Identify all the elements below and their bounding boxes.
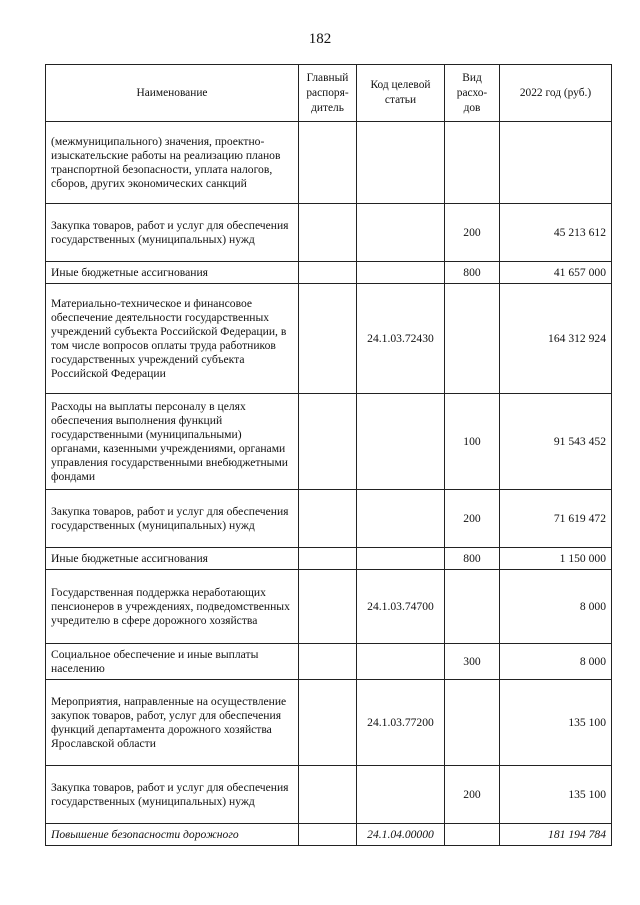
header-code: Код целевой статьи <box>357 65 445 122</box>
cell-manager <box>299 548 357 570</box>
cell-code <box>357 122 445 204</box>
cell-kind: 200 <box>445 766 500 824</box>
table-row <box>46 204 612 262</box>
cell-amount: 181 194 784 <box>500 824 612 846</box>
table-row <box>46 394 612 490</box>
header-kind: Вид расхо-дов <box>445 65 500 122</box>
cell-kind <box>445 824 500 846</box>
cell-amount: 1 150 000 <box>500 548 612 570</box>
cell-name: Расходы на выплаты персоналу в целях обеспечения выполнения функций государственными (муниципальными) органами, казенными учреждениями, органами управления государственными внебюджетными фондами <box>46 394 299 490</box>
cell-code <box>357 394 445 490</box>
cell-kind <box>445 122 500 204</box>
cell-amount: 41 657 000 <box>500 262 612 284</box>
cell-name: Мероприятия, направленные на осуществление закупок товаров, работ, услуг для обеспечения функций департамента дорожного хозяйства Ярославской области <box>46 680 299 766</box>
header-name: Наименование <box>46 65 299 122</box>
header-amount: 2022 год (руб.) <box>500 65 612 122</box>
cell-kind: 800 <box>445 548 500 570</box>
cell-code <box>357 490 445 548</box>
cell-kind <box>445 284 500 394</box>
cell-name: Иные бюджетные ассигнования <box>46 262 299 284</box>
cell-name: Повышение безопасности дорожного <box>46 824 299 846</box>
cell-kind: 200 <box>445 204 500 262</box>
cell-amount <box>500 122 612 204</box>
table-row <box>46 122 612 204</box>
table-row <box>46 766 612 824</box>
table-row <box>46 570 612 644</box>
cell-kind: 200 <box>445 490 500 548</box>
cell-name: Материально-техническое и финансовое обеспечение деятельности государственных учреждений субъекта Российской Федерации, в том числе вопросов оплаты труда работников государственных учреждений субъекта Российской Федерации <box>46 284 299 394</box>
cell-manager <box>299 204 357 262</box>
cell-name: Закупка товаров, работ и услуг для обеспечения государственных (муниципальных) нужд <box>46 204 299 262</box>
table-header-row <box>46 65 612 122</box>
cell-kind: 800 <box>445 262 500 284</box>
cell-code: 24.1.03.72430 <box>357 284 445 394</box>
table-row <box>46 680 612 766</box>
cell-manager <box>299 680 357 766</box>
table-row <box>46 824 612 846</box>
table-body <box>46 122 612 846</box>
cell-amount: 71 619 472 <box>500 490 612 548</box>
cell-kind <box>445 570 500 644</box>
cell-amount: 91 543 452 <box>500 394 612 490</box>
cell-manager <box>299 262 357 284</box>
cell-name: Закупка товаров, работ и услуг для обеспечения государственных (муниципальных) нужд <box>46 766 299 824</box>
cell-manager <box>299 394 357 490</box>
cell-code: 24.1.03.77200 <box>357 680 445 766</box>
cell-amount: 8 000 <box>500 570 612 644</box>
header-manager: Главный распоря-дитель <box>299 65 357 122</box>
cell-code <box>357 548 445 570</box>
cell-code <box>357 262 445 284</box>
table-row <box>46 490 612 548</box>
cell-kind <box>445 680 500 766</box>
cell-name: Закупка товаров, работ и услуг для обеспечения государственных (муниципальных) нужд <box>46 490 299 548</box>
table-row <box>46 548 612 570</box>
cell-amount: 45 213 612 <box>500 204 612 262</box>
table-row <box>46 262 612 284</box>
cell-name: Иные бюджетные ассигнования <box>46 548 299 570</box>
cell-amount: 164 312 924 <box>500 284 612 394</box>
cell-kind: 100 <box>445 394 500 490</box>
cell-manager <box>299 490 357 548</box>
cell-manager <box>299 644 357 680</box>
cell-code: 24.1.03.74700 <box>357 570 445 644</box>
cell-manager <box>299 570 357 644</box>
cell-amount: 135 100 <box>500 680 612 766</box>
page-number: 182 <box>308 31 332 47</box>
cell-manager <box>299 824 357 846</box>
cell-manager <box>299 122 357 204</box>
cell-name: (межмуниципального) значения, проектно-изыскательские работы на реализацию планов транспортной безопасности, уплата налогов, сборов, других экономических санкций <box>46 122 299 204</box>
cell-name: Государственная поддержка неработающих пенсионеров в учреждениях, подведомственных учредителю в сфере дорожного хозяйства <box>46 570 299 644</box>
cell-code <box>357 204 445 262</box>
cell-code: 24.1.04.00000 <box>357 824 445 846</box>
table-row <box>46 284 612 394</box>
cell-code <box>357 644 445 680</box>
cell-amount: 8 000 <box>500 644 612 680</box>
table-row <box>46 644 612 680</box>
cell-name: Социальное обеспечение и иные выплаты населению <box>46 644 299 680</box>
cell-manager <box>299 766 357 824</box>
budget-table <box>45 64 612 846</box>
cell-code <box>357 766 445 824</box>
cell-amount: 135 100 <box>500 766 612 824</box>
cell-manager <box>299 284 357 394</box>
cell-kind: 300 <box>445 644 500 680</box>
